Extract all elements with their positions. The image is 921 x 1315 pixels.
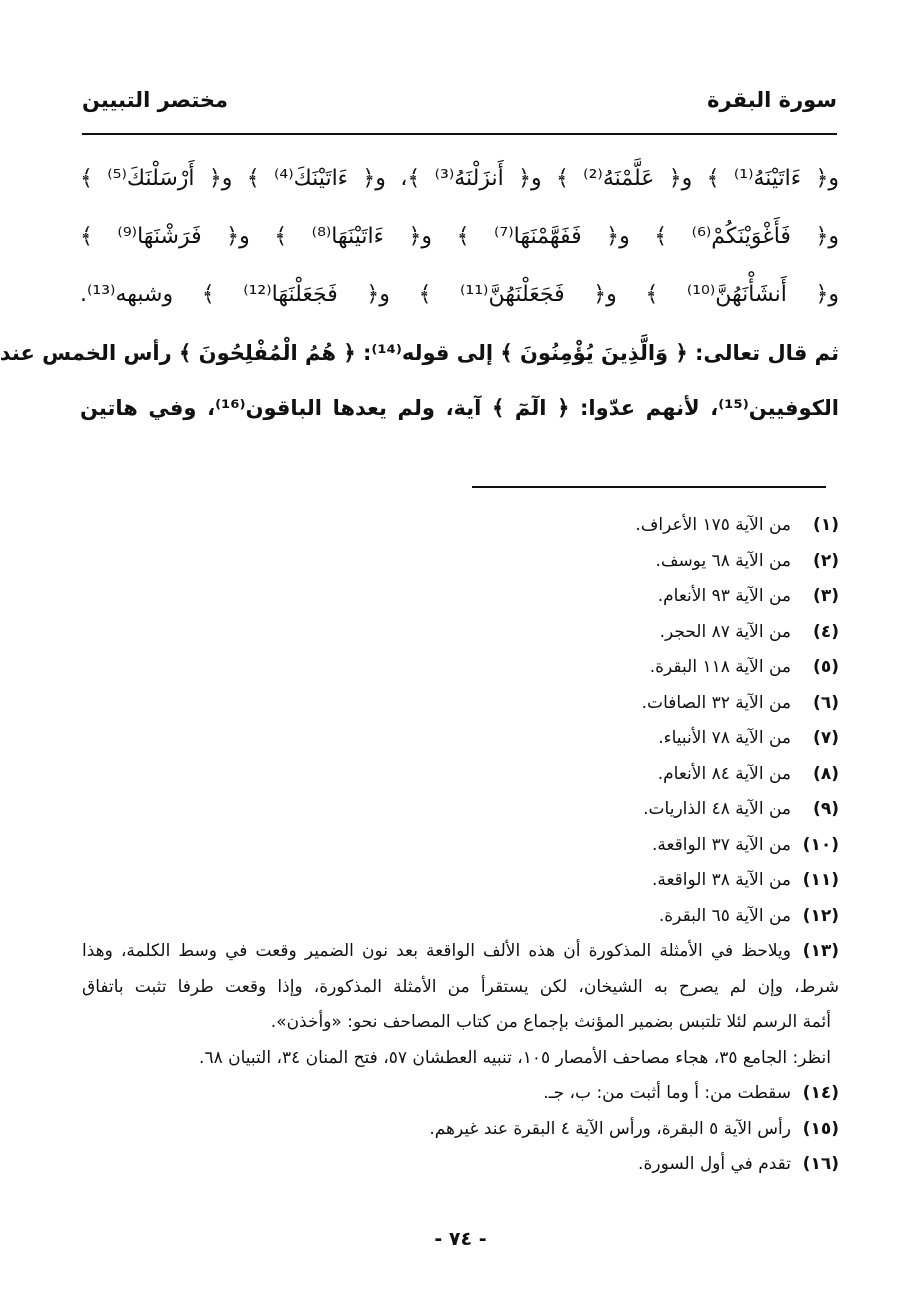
footnote-continuation — [82, 970, 839, 1006]
footnote — [82, 792, 839, 828]
surah-title: سورة البقرة — [707, 88, 837, 112]
footnote-number: (١٤) — [802, 1083, 839, 1103]
footnote — [82, 757, 839, 793]
footnote-number: (٩) — [813, 799, 839, 819]
footnote — [82, 650, 839, 686]
footnote — [82, 899, 839, 935]
paragraph-line: ثم قال تعالى: ﴿ وَالَّذِينَ يُؤْمِنُونَ ﴾ إلى قوله⁽¹⁴⁾: ﴿ هُمُ الْمُفْلِحُونَ ﴾ رأس الخمس عند — [0, 341, 839, 365]
footnote-number: (٨) — [813, 763, 839, 784]
footnote-number: (١٢) — [802, 905, 839, 926]
footnote-text: من الآية ٨٧ الحجر. — [659, 621, 791, 642]
main-paragraph — [0, 326, 839, 436]
book-title: مختصر التبيين — [82, 88, 229, 112]
quran-line: و﴿ فَأَغْوَيْنَكُمْ⁽⁶⁾ ﴾ و﴿ فَفَهَّمْنَهَا⁽⁷⁾ ﴾ و﴿ ءَاتَيْنَهَا⁽⁸⁾ ﴾ و﴿ فَرَشْنَهَا⁽⁹⁾ ﴾ — [80, 224, 839, 249]
footnote-text: من الآية ٧٨ الأنبياء. — [658, 728, 791, 748]
footnote-number: (٤) — [813, 621, 839, 642]
footnote-text: من الآية ٣٢ الصافات. — [641, 692, 791, 713]
footnote-number: (٧) — [813, 728, 839, 748]
footnote — [82, 721, 839, 757]
footnote-number: (١٥) — [802, 1118, 839, 1139]
footnote-number: (١١) — [802, 870, 839, 890]
footnote-text: من الآية ٨٤ الأنعام. — [657, 763, 791, 784]
footnote-number: (١٣) — [802, 941, 839, 961]
footnote-text: من الآية ٤٨ الذاريات. — [643, 799, 791, 819]
footnote-number: (٦) — [813, 692, 839, 713]
footnote-number: (١٠) — [802, 834, 839, 855]
footnote — [82, 1112, 839, 1148]
footnote-number: (٥) — [813, 657, 839, 677]
footnote-text: من الآية ٣٧ الواقعة. — [651, 834, 791, 855]
footnote-number: (٣) — [813, 586, 839, 606]
footnote — [82, 579, 839, 615]
footnote — [82, 615, 839, 651]
footnote-text: من الآية ٦٥ البقرة. — [658, 905, 791, 926]
footnote-text: من الآية ١٧٥ الأعراف. — [635, 515, 791, 535]
footnote-continuation — [82, 1005, 839, 1041]
header-divider — [82, 133, 837, 135]
running-header — [82, 88, 837, 120]
footnote — [82, 863, 839, 899]
footnote — [82, 508, 839, 544]
footnote-number: (١) — [813, 515, 839, 535]
footnote-text: رأس الآية ٥ البقرة، ورأس الآية ٤ البقرة عند غيرهم. — [429, 1118, 791, 1139]
quran-line: و﴿ ءَاتَيْنَهُ⁽¹⁾ ﴾ و﴿ عَلَّمْنَهُ⁽²⁾ ﴾ و﴿ أَنزَلْنَهُ⁽³⁾ ﴾، و﴿ ءَاتَيْنَكَ⁽⁴⁾ ﴾ و﴿ أَرْسَلْنَكَ⁽⁵⁾ ﴾ — [80, 166, 839, 191]
footnote-text: سقطت من: أ وما أثبت من: ب، جـ. — [543, 1083, 791, 1103]
footnote — [82, 544, 839, 580]
footnote-text: شرط، وإن لم يصرح به الشيخان، لكن يستقرأ من الأمثلة المذكورة، وإذا وقعت طرفا تثبت باتفاق — [82, 976, 839, 997]
footnote-text: من الآية ٦٨ يوسف. — [655, 550, 791, 571]
footnote-continuation — [82, 1041, 839, 1077]
footnote-text: تقدم في أول السورة. — [638, 1154, 791, 1174]
quran-examples-block — [80, 150, 839, 324]
footnote-text: من الآية ١١٨ البقرة. — [649, 657, 791, 677]
footnote-text: من الآية ٩٣ الأنعام. — [657, 586, 791, 606]
footnote-number: (٢) — [813, 550, 839, 571]
footnote-number: (١٦) — [802, 1154, 839, 1174]
footnote-text: انظر: الجامع ٣٥، هجاء مصاحف الأمصار ١٠٥، تنبيه العطشان ٥٧، فتح المنان ٣٤، التبيان ٦٨. — [199, 1047, 831, 1068]
footnote — [82, 1147, 839, 1183]
quran-line: و﴿ أَنشَأْنَهُنَّ⁽¹⁰⁾ ﴾ و﴿ فَجَعَلْنَهُنَّ⁽¹¹⁾ ﴾ و﴿ فَجَعَلْنَهَا⁽¹²⁾ ﴾ وشبهه⁽¹³⁾. — [80, 282, 839, 307]
footnote-text: أئمة الرسم لئلا تلتبس بضمير المؤنث بإجماع من كتاب المصاحف نحو: «وأخذن». — [270, 1012, 831, 1032]
page-number: - ٧٤ - — [434, 1228, 487, 1250]
footnote — [82, 828, 839, 864]
paragraph-line: الكوفيين⁽¹⁵⁾، لأنهم عدّوا: ﴿ الٓمٓ ﴾ آية، ولم يعدها الباقون⁽¹⁶⁾، وفي هاتين — [80, 396, 839, 420]
footnote — [82, 1076, 839, 1112]
footnotes-section — [82, 508, 839, 1183]
footnote-text: من الآية ٣٨ الواقعة. — [651, 870, 791, 890]
footnote-divider — [472, 486, 826, 488]
footnote — [82, 686, 839, 722]
footnote — [82, 934, 839, 970]
footnote-text: ويلاحظ في الأمثلة المذكورة أن هذه الألف الواقعة بعد نون الضمير وقعت في وسط الكلمة، وهذا — [82, 941, 791, 961]
